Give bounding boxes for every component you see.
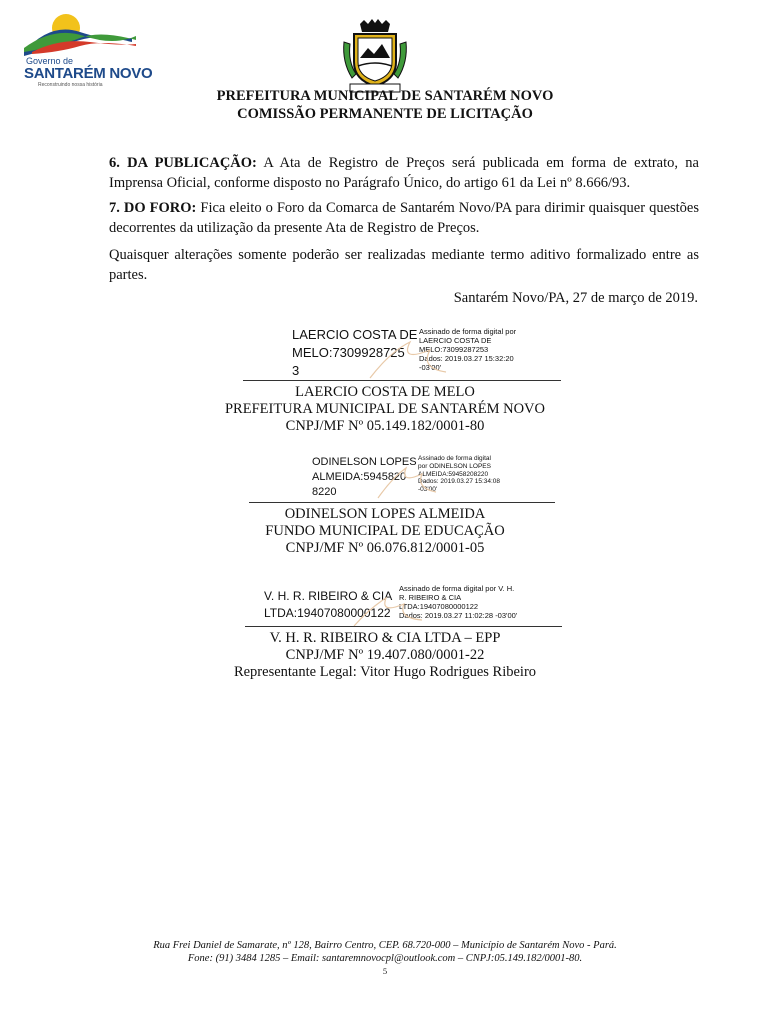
- signature-3-info-line: Assinado de forma digital por V. H.: [399, 584, 515, 593]
- coat-of-arms-icon: [338, 18, 412, 94]
- section-foro-heading: 7. DO FORO:: [109, 200, 197, 216]
- section-foro-text: Fica eleito o Foro da Comarca de Santarém Novo/PA para dirimir quaisquer questões decorrentes da utilização da presente Ata de Registro de Preços.: [109, 200, 700, 236]
- signature-2-signer: ODINELSON LOPES ALMEIDA: [284, 506, 486, 522]
- footer-contact: Fone: (91) 3484 1285 – Email: santaremnovocpl@outlook.com – CNPJ:05.149.182/0001-80.: [187, 953, 583, 964]
- signature-3-info-line: R. RIBEIRO & CIA: [399, 593, 462, 602]
- footer-address: Rua Frei Daniel de Samarate, nº 128, Bairro Centro, CEP. 68.720-000 – Município de Santarém Novo - Pará.: [153, 940, 617, 951]
- signature-3-info-line: Dados: 2019.03.27 11:02:28 -03'00': [399, 611, 518, 620]
- signature-1-name-line: LAERCIO COSTA DE: [292, 327, 418, 342]
- paragraph-alteracoes: Quaisquer alterações somente poderão ser realizadas mediante termo aditivo formalizado entre as partes.: [109, 247, 699, 283]
- section-publicacao-text: A Ata de Registro de Preços será publicada em forma de extrato, na Imprensa Oficial, conforme disposto no Parágrafo Único, do artigo 61 da Lei nº 8.666/93.: [109, 155, 699, 191]
- signature-3-representative: Representante Legal: Vitor Hugo Rodrigues Ribeiro: [233, 664, 537, 680]
- logo-emblem-icon: [20, 8, 140, 58]
- signature-1-info-line: Assinado de forma digital por: [419, 327, 517, 336]
- signature-1-name-line: 3: [292, 363, 300, 378]
- signature-3-name-line: LTDA:19407080000122: [264, 606, 391, 620]
- signature-3-line: [245, 626, 562, 627]
- signature-3-watermark-icon: [346, 590, 426, 630]
- signature-3-block: [0, 630, 770, 681]
- section-publicacao: [109, 153, 699, 193]
- signature-1-info-line: LAERCIO COSTA DE: [419, 336, 492, 345]
- signature-2-block: [0, 506, 770, 557]
- municipal-crest: [338, 18, 412, 94]
- logo-text-governo: Governo de: [26, 56, 74, 66]
- signature-1-watermark-icon: [360, 332, 450, 382]
- signature-2-info-line: ALMEIDA:59458208220: [418, 470, 489, 478]
- signature-1-block: [0, 384, 770, 435]
- signature-1-cnpj: CNPJ/MF Nº 05.149.182/0001-80: [285, 418, 485, 434]
- governo-logo: [20, 8, 153, 88]
- signature-2-info-line: Assinado de forma digital: [418, 455, 491, 462]
- header-comissao: COMISSÃO PERMANENTE DE LICITAÇÃO: [237, 106, 533, 122]
- logo-text-santarem: SANTARÉM NOVO: [24, 65, 153, 82]
- signature-1-info-line: Dados: 2019.03.27 15:32:20: [419, 354, 514, 363]
- logo-tagline: Reconstruindo nossa história: [38, 82, 103, 88]
- date-line: Santarém Novo/PA, 27 de março de 2019.: [453, 290, 698, 306]
- signature-2-name-line: ALMEIDA:5945820: [312, 471, 407, 483]
- signature-2-info-line: Dados: 2019.03.27 15:34:08: [418, 478, 501, 486]
- signature-3-name-line: V. H. R. RIBEIRO & CIA: [264, 589, 393, 603]
- signature-2-name-line: ODINELSON LOPES: [312, 456, 417, 468]
- signature-3-signer: V. H. R. RIBEIRO & CIA LTDA – EPP: [269, 630, 501, 646]
- signature-2-info-line: -03'00': [418, 486, 438, 494]
- signature-1-name-line: MELO:7309928725: [292, 345, 405, 360]
- header-prefeitura: PREFEITURA MUNICIPAL DE SANTARÉM NOVO: [216, 88, 554, 104]
- signature-2-cnpj: CNPJ/MF Nº 06.076.812/0001-05: [285, 540, 485, 556]
- signature-2-line: [249, 502, 555, 503]
- signature-3-info-line: LTDA:19407080000122: [399, 602, 479, 611]
- signature-3-cnpj: CNPJ/MF Nº 19.407.080/0001-22: [285, 647, 485, 663]
- page-number: 5: [382, 966, 388, 976]
- signature-2-info-line: por ODINELSON LOPES: [418, 462, 491, 470]
- signature-2-watermark-icon: [370, 458, 440, 502]
- signature-1-entity: PREFEITURA MUNICIPAL DE SANTARÉM NOVO: [224, 401, 545, 417]
- signature-1-info-line: MELO:73099287253: [419, 345, 489, 354]
- signature-2-entity: FUNDO MUNICIPAL DE EDUCAÇÃO: [265, 523, 505, 539]
- section-publicacao-heading: 6. DA PUBLICAÇÃO:: [109, 155, 257, 171]
- signature-1-info-line: -03'00': [419, 363, 442, 372]
- section-foro: [109, 198, 699, 238]
- signature-2-name-line: 8220: [312, 486, 337, 498]
- signature-1-line: [243, 380, 561, 381]
- signature-1-signer: LAERCIO COSTA DE MELO: [295, 384, 475, 400]
